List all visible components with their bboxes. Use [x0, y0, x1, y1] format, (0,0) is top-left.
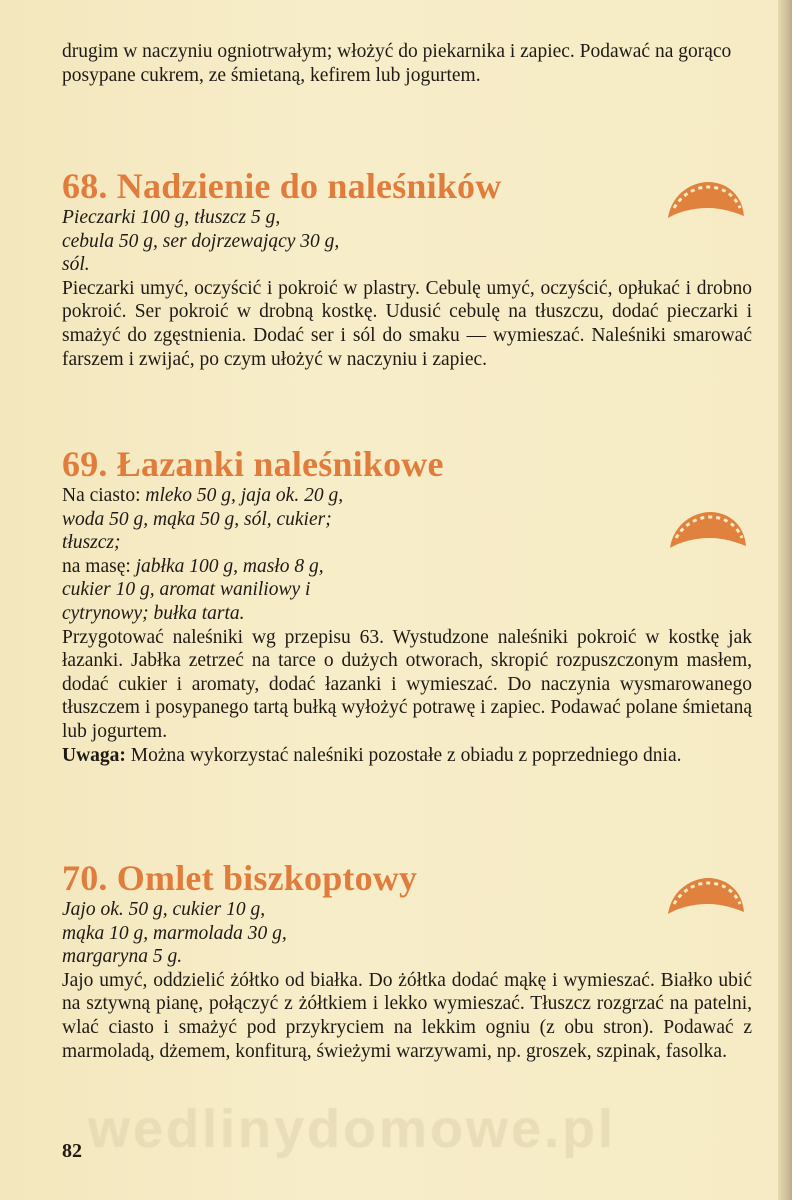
ingredient-line: cebula 50 g, ser dojrzewający 30 g, — [62, 230, 340, 252]
recipe-note — [62, 744, 752, 768]
recipe-68 — [62, 166, 752, 371]
ingredient-line: cukier 10 g, aromat waniliowy i — [62, 579, 311, 601]
ingredient-line: mąka 10 g, marmolada 30 g, — [62, 922, 287, 944]
ingredient-line — [62, 484, 752, 508]
ingredient-line — [62, 555, 752, 579]
ingredient-line: margaryna 5 g. — [62, 946, 183, 968]
recipe-69 — [62, 444, 752, 767]
pierogi-icon — [666, 508, 750, 552]
recipe-title: 69. Łazanki naleśnikowe — [62, 444, 444, 484]
ingredient-line: cytrynowy; bułka tarta. — [62, 602, 245, 624]
recipe-title: 70. Omlet biszkoptowy — [62, 858, 418, 898]
page-number: 82 — [62, 1140, 82, 1162]
filling-ingredients: jabłka 100 g, masło 8 g, — [135, 555, 324, 577]
recipe-instructions: Przygotować naleśniki wg przepisu 63. Wystudzone naleśniki pokroić w kostkę jak łazanki. Jabłka zetrzeć na tarce o dużych otworach, skropić rozpuszczonym masłem, dodać cukier i aromaty, dodać łazanki i wymieszać. Do naczynia wysmarowanego tłuszczem i posypanego tartą bułką wyłożyć potrawę i zapiec. Podawać polane śmietaną lub jogurtem. — [62, 626, 752, 742]
intro-block — [62, 40, 752, 87]
note-text: Można wykorzystać naleśniki pozostałe z obiadu z poprzedniego dnia. — [130, 744, 682, 766]
ingredient-line: sól. — [62, 254, 90, 276]
recipe-instructions: Jajo umyć, oddzielić żółtko od białka. Do żółtka dodać mąkę i wymieszać. Białko ubić na sztywną pianę, połączyć z żółtkiem i lekko wymieszać. Tłuszcz rozgrzać na patelni, wlać ciasto i smażyć pod przykryciem na lekkim ogniu (z obu stron). Podawać z marmoladą, dżemem, konfiturą, świeżymi warzywami, np. groszek, szpinak, fasolka. — [62, 969, 752, 1062]
ingredient-line: woda 50 g, mąka 50 g, sól, cukier; — [62, 508, 332, 530]
pierogi-icon — [664, 178, 748, 222]
dough-ingredients: mleko 50 g, jaja ok. 20 g, — [145, 485, 344, 506]
pierogi-icon — [664, 874, 748, 918]
ingredient-line: Jajo ok. 50 g, cukier 10 g, — [62, 899, 266, 920]
recipe-70 — [62, 858, 752, 1063]
dough-label: Na ciasto: — [62, 485, 141, 506]
ingredient-line: tłuszcz; — [62, 532, 121, 554]
intro-text: drugim w naczyniu ogniotrwałym; włożyć do piekarnika i zapiec. Podawać na gorąco posypane cukrem, ze śmietaną, kefirem lub jogurtem. — [62, 41, 732, 86]
recipe-title: 68. Nadzienie do naleśników — [62, 166, 502, 206]
watermark: wedlinydomowe.pl — [88, 1099, 617, 1159]
ingredient-line: Pieczarki 100 g, tłuszcz 5 g, — [62, 207, 281, 228]
recipe-instructions: Pieczarki umyć, oczyścić i pokroić w plastry. Cebulę umyć, oczyścić, opłukać i drobno pokroić. Ser pokroić w drobną kostkę. Udusić cebulę na tłuszczu, dodać pieczarki i smażyć do zgęstnienia. Dodać ser i sól do smaku — wymieszać. Naleśniki smarować farszem i zwijać, po czym ułożyć w naczyniu i zapiec. — [62, 277, 752, 370]
filling-label: na masę: — [62, 555, 131, 577]
page-edge — [778, 0, 792, 1200]
note-label: Uwaga: — [62, 744, 126, 766]
